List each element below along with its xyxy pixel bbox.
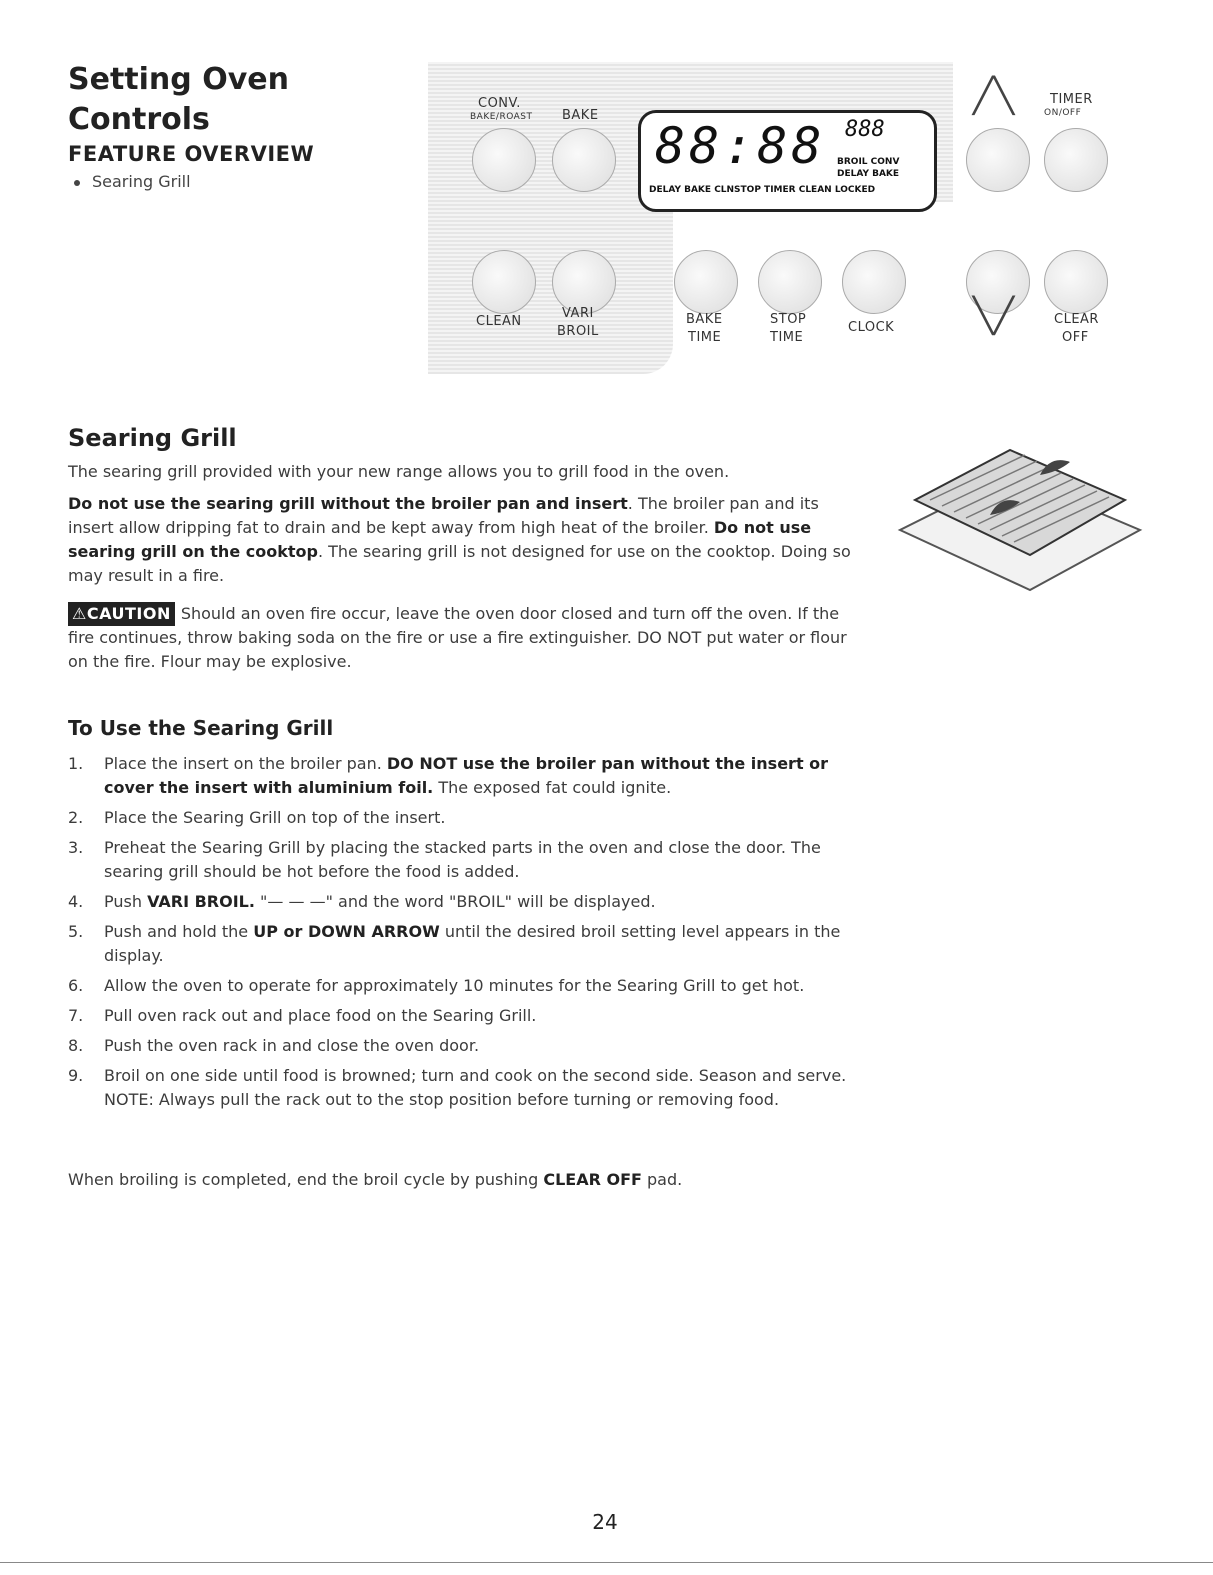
- oven-display: [638, 110, 937, 212]
- bake-button[interactable]: [552, 128, 616, 192]
- warning-bold-2: Do not use searing grill on the cooktop: [68, 518, 812, 561]
- step-bold: DO NOT use the broiler pan without the insert or cover the insert with aluminium foil.: [104, 754, 829, 797]
- step-text: Push: [104, 892, 148, 911]
- intro-paragraph: The searing grill provided with your new range allows you to grill food in the oven.: [68, 462, 730, 481]
- up-arrow-button[interactable]: [966, 128, 1030, 192]
- display-broil-conv: BROIL CONV: [837, 157, 900, 167]
- to-use-heading: To Use the Searing Grill: [68, 716, 334, 740]
- closing-bold: CLEAR OFF: [543, 1170, 642, 1189]
- vari-label: VARI: [562, 306, 594, 321]
- step-6: [68, 974, 878, 998]
- clean-button[interactable]: [472, 250, 536, 314]
- bake-time-label-1: BAKE: [686, 312, 723, 327]
- off-label: OFF: [1062, 330, 1089, 345]
- step-text: "— — —" and the word "BROIL" will be displayed.: [254, 892, 656, 911]
- step-text: The exposed fat could ignite.: [433, 778, 672, 797]
- step-9: [68, 1064, 878, 1112]
- warning-text-2: . The searing grill is not designed for use on the cooktop. Doing so may result in a fire.: [68, 542, 851, 585]
- step-5: [68, 920, 878, 968]
- warning-paragraph: [68, 492, 868, 588]
- timer-label: TIMER: [1050, 92, 1093, 107]
- page-number: 24: [592, 1510, 618, 1534]
- step-bold: VARI BROIL.: [147, 892, 255, 911]
- clock-label: CLOCK: [848, 320, 895, 335]
- footer-rule: [0, 1562, 1213, 1563]
- closing-text: pad.: [641, 1170, 683, 1189]
- broil-label: BROIL: [557, 324, 599, 339]
- caution-label: ⚠CAUTION: [68, 602, 175, 626]
- timer-onoff-label: ON/OFF: [1044, 108, 1082, 118]
- display-small-digits: 888: [845, 117, 885, 142]
- clear-label: CLEAR: [1054, 312, 1099, 327]
- step-number: 1.: [68, 754, 84, 773]
- page-title: [68, 60, 289, 140]
- closing-paragraph: [68, 1168, 968, 1192]
- control-panel-left: [428, 62, 673, 374]
- step-1: [68, 752, 878, 800]
- step-7: [68, 1004, 878, 1028]
- step-text: Push and hold the: [104, 922, 254, 941]
- step-bold: UP or DOWN ARROW: [253, 922, 440, 941]
- bake-label: BAKE: [562, 108, 599, 123]
- vari-broil-button[interactable]: [552, 250, 616, 314]
- title-line-1: Setting Oven: [68, 62, 289, 97]
- step-number: 4.: [68, 892, 84, 911]
- step-2: [68, 806, 878, 830]
- stop-time-button[interactable]: [758, 250, 822, 314]
- step-number: 3.: [68, 838, 84, 857]
- step-text: Push the oven rack in and close the oven door.: [104, 1036, 480, 1055]
- stop-time-label-1: STOP: [770, 312, 807, 327]
- caution-paragraph: [68, 602, 868, 674]
- bullet-icon: [74, 180, 80, 186]
- step-number: 8.: [68, 1036, 84, 1055]
- step-number: 9.: [68, 1066, 84, 1085]
- step-text: until the desired broil setting level appears in the display.: [104, 922, 841, 965]
- searing-grill-heading: Searing Grill: [68, 424, 237, 452]
- step-number: 6.: [68, 976, 84, 995]
- steps-list: [68, 752, 878, 1118]
- display-digits: 88:88: [655, 117, 826, 175]
- step-text: Preheat the Searing Grill by placing the stacked parts in the oven and close the door. The searing grill should be hot before the food is added.: [104, 838, 821, 881]
- step-8: [68, 1034, 878, 1058]
- display-delay-bake: DELAY BAKE: [837, 169, 900, 179]
- warning-bold-1: Do not use the searing grill without the broiler pan and insert: [68, 494, 628, 513]
- timer-onoff-button[interactable]: [1044, 128, 1108, 192]
- display-status-row: DELAY BAKE CLNSTOP TIMER CLEAN LOCKED: [649, 185, 876, 195]
- closing-text: When broiling is completed, end the broil cycle by pushing: [68, 1170, 544, 1189]
- title-line-2: Controls: [68, 102, 210, 137]
- clock-button[interactable]: [842, 250, 906, 314]
- down-arrow-icon: ╲╱: [973, 296, 1014, 336]
- step-text: Pull oven rack out and place food on the Searing Grill.: [104, 1006, 537, 1025]
- bake-time-label-2: TIME: [688, 330, 722, 345]
- stop-time-label-2: TIME: [770, 330, 804, 345]
- step-text: Broil on one side until food is browned; turn and cook on the second side. Season and serve. NOTE: Always pull the rack out to the stop position before turning or removing food.: [104, 1066, 847, 1109]
- caution-text: Should an oven fire occur, leave the oven door closed and turn off the oven. If the fire continues, throw baking soda on the fire or use a fire extinguisher. DO NOT put water or flour on the fire. Flour may be explosive.: [68, 604, 847, 671]
- bake-time-button[interactable]: [674, 250, 738, 314]
- step-text: Place the insert on the broiler pan.: [104, 754, 387, 773]
- step-4: [68, 890, 878, 914]
- feature-overview-heading: FEATURE OVERVIEW: [68, 142, 315, 166]
- feature-bullet: [74, 172, 191, 191]
- conv-bake-roast-button[interactable]: [472, 128, 536, 192]
- searing-grill-image: [890, 420, 1150, 600]
- step-3: [68, 836, 878, 884]
- bullet-text: Searing Grill: [92, 172, 191, 191]
- conv-label: CONV.: [478, 96, 521, 111]
- step-number: 5.: [68, 922, 84, 941]
- warning-text-1: . The broiler pan and its insert allow dripping fat to drain and be kept away from high heat of the broiler.: [68, 494, 819, 537]
- step-text: Place the Searing Grill on top of the insert.: [104, 808, 446, 827]
- bake-roast-label: BAKE/ROAST: [470, 112, 533, 122]
- clean-label: CLEAN: [476, 314, 522, 329]
- step-text: Allow the oven to operate for approximately 10 minutes for the Searing Grill to get hot.: [104, 976, 805, 995]
- step-number: 7.: [68, 1006, 84, 1025]
- clear-off-button[interactable]: [1044, 250, 1108, 314]
- step-number: 2.: [68, 808, 84, 827]
- up-arrow-icon: ╱╲: [973, 76, 1014, 116]
